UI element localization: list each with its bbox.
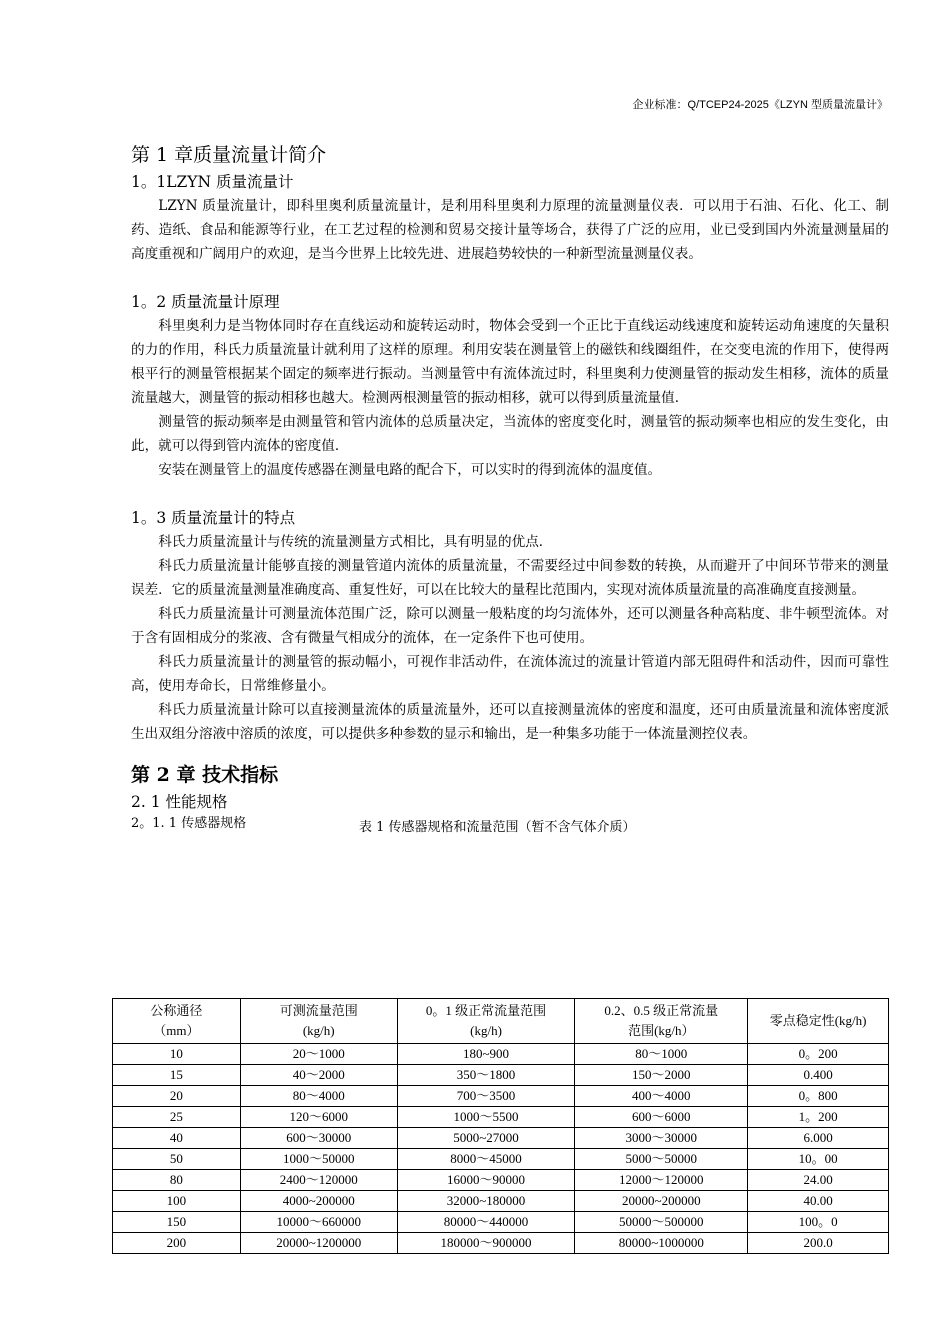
table-row <box>113 1086 889 1107</box>
table-cell: 700～3500 <box>397 1086 575 1107</box>
table-cell: 32000~180000 <box>397 1191 575 1212</box>
paragraph: 科氏力质量流量计与传统的流量测量方式相比，具有明显的优点． <box>158 534 553 550</box>
table-cell: 20～1000 <box>240 1044 397 1065</box>
table-cell: 100。0 <box>748 1212 889 1233</box>
table-cell: 80 <box>113 1170 241 1191</box>
paragraph: LZYN 质量流量计，即科里奥利质量流量计，是利用科里奥利力原理的流量测量仪表．可以用于石油、石化、化工、制药、造纸、食品和能源等行业，在工艺过程的检测和贸易交接计量等场合，获得了广泛的应用，业已受到国内外流量测量届的高度重视和广阔用户的欢迎，是当今世界上比较先进、进展趋势较快的一种新型流量测量仪表。 <box>131 198 889 262</box>
table-cell: 600～6000 <box>575 1107 748 1128</box>
table-cell: 40～2000 <box>240 1065 397 1086</box>
section-2-1-title: 2. 1 性能规格 <box>131 793 228 811</box>
table-row <box>113 1149 889 1170</box>
table-cell: 40.00 <box>748 1191 889 1212</box>
table-cell: 2400～120000 <box>240 1170 397 1191</box>
table-caption: 表 1 传感器规格和流量范围（暂不含气体介质） <box>359 820 636 835</box>
table-cell: 10 <box>113 1044 241 1065</box>
table-cell: 200.0 <box>748 1233 889 1254</box>
paragraph: 测量管的振动频率是由测量管和管内流体的总质量决定，当流体的密度变化时，测量管的振动频率也相应的发生变化，由此，就可以得到管内流体的密度值． <box>131 414 889 454</box>
table-cell: 15 <box>113 1065 241 1086</box>
table-cell: 16000～90000 <box>397 1170 575 1191</box>
table-cell: 600～30000 <box>240 1128 397 1149</box>
table-cell: 180000～900000 <box>397 1233 575 1254</box>
table-cell: 5000~27000 <box>397 1128 575 1149</box>
column-header: 0.2、0.5 级正常流量 范围(kg/h） <box>575 999 748 1044</box>
table-cell: 1000～50000 <box>240 1149 397 1170</box>
section-1-3-title: 1。3 质量流量计的特点 <box>131 509 296 527</box>
column-header: 零点稳定性(kg/h) <box>748 999 889 1044</box>
document-body <box>131 140 889 840</box>
table-cell: 4000~200000 <box>240 1191 397 1212</box>
table-cell: 1。200 <box>748 1107 889 1128</box>
page-header: 企业标准：Q/TCEP24-2025《LZYN 型质量流量计》 <box>632 99 888 111</box>
table-cell: 1000～5500 <box>397 1107 575 1128</box>
table-cell: 80～4000 <box>240 1086 397 1107</box>
sensor-spec-table <box>112 998 889 1254</box>
paragraph: 科氏力质量流量计能够直接的测量管道内流体的质量流量，不需要经过中间参数的转换，从而避开了中间环节带来的测量误差．它的质量流量测量准确度高、重复性好，可以在比较大的量程比范围内，实现对流体质量流量的高准确度直接测量。 <box>131 558 889 598</box>
section-1-1-title: 1。1LZYN 质量流量计 <box>131 173 294 191</box>
table-cell: 200 <box>113 1233 241 1254</box>
table-row <box>113 1065 889 1086</box>
section-2-1-1-title: 2。1. 1 传感器规格 <box>131 816 247 831</box>
table-cell: 50000～500000 <box>575 1212 748 1233</box>
table-cell: 12000～120000 <box>575 1170 748 1191</box>
table-cell: 0。200 <box>748 1044 889 1065</box>
table-cell: 20000~1200000 <box>240 1233 397 1254</box>
paragraph: 科里奥利力是当物体同时存在直线运动和旋转运动时，物体会受到一个正比于直线运动线速度和旋转运动角速度的矢量积的力的作用，科氏力质量流量计就利用了这样的原理。利用安装在测量管上的磁铁和线圈组件，在交变电流的作用下，使得两根平行的测量管根据某个固定的频率进行振动。当测量管中有流体流过时，科里奥利力使测量管的振动发生相移，流体的质量流量越大，测量管的振动相移也越大。检测两根测量管的振动相移，就可以得到质量流量值． <box>131 318 889 406</box>
table-cell: 0。800 <box>748 1086 889 1107</box>
section-1-2-title: 1。2 质量流量计原理 <box>131 293 280 311</box>
table-cell: 100 <box>113 1191 241 1212</box>
table-cell: 8000～45000 <box>397 1149 575 1170</box>
table-cell: 400～4000 <box>575 1086 748 1107</box>
table-cell: 10。00 <box>748 1149 889 1170</box>
paragraph: 科氏力质量流量计可测量流体范围广泛，除可以测量一般粘度的均匀流体外，还可以测量各种高粘度、非牛顿型流体。对于含有固相成分的浆液、含有微量气相成分的流体，在一定条件下也可使用。 <box>131 606 889 646</box>
table-row <box>113 1128 889 1149</box>
table-cell: 80000~1000000 <box>575 1233 748 1254</box>
table-cell: 120～6000 <box>240 1107 397 1128</box>
table-cell: 24.00 <box>748 1170 889 1191</box>
paragraph: 科氏力质量流量计除可以直接测量流体的质量流量外，还可以直接测量流体的密度和温度，还可由质量流量和流体密度派生出双组分溶液中溶质的浓度，可以提供多种参数的显示和输出，是一种集多功能于一体流量测控仪表。 <box>131 702 889 742</box>
table-cell: 0.400 <box>748 1065 889 1086</box>
table-row <box>113 1191 889 1212</box>
paragraph: 安装在测量管上的温度传感器在测量电路的配合下，可以实时的得到流体的温度值。 <box>158 462 662 478</box>
column-header: 公称通径 （mm） <box>113 999 241 1044</box>
chapter-1-title: 第 1 章质量流量计简介 <box>131 144 327 166</box>
table-row <box>113 1233 889 1254</box>
table-cell: 25 <box>113 1107 241 1128</box>
table-header-row <box>113 999 889 1044</box>
table-row <box>113 1212 889 1233</box>
table-cell: 180~900 <box>397 1044 575 1065</box>
paragraph: 科氏力质量流量计的测量管的振动幅小，可视作非活动件，在流体流过的流量计管道内部无阻碍件和活动件，因而可靠性高，使用寿命长，日常维修量小。 <box>131 654 889 694</box>
chapter-2-title: 第 2 章 技术指标 <box>131 764 279 786</box>
table-cell: 150 <box>113 1212 241 1233</box>
table-cell: 150～2000 <box>575 1065 748 1086</box>
table-cell: 20000~200000 <box>575 1191 748 1212</box>
table-cell: 20 <box>113 1086 241 1107</box>
table-cell: 10000～660000 <box>240 1212 397 1233</box>
table-cell: 350～1800 <box>397 1065 575 1086</box>
table-cell: 3000～30000 <box>575 1128 748 1149</box>
column-header: 0。1 级正常流量范围 (kg/h) <box>397 999 575 1044</box>
table-cell: 80～1000 <box>575 1044 748 1065</box>
table-row <box>113 1044 889 1065</box>
table-cell: 80000～440000 <box>397 1212 575 1233</box>
table-cell: 5000～50000 <box>575 1149 748 1170</box>
table-cell: 6.000 <box>748 1128 889 1149</box>
table-cell: 50 <box>113 1149 241 1170</box>
table-row <box>113 1170 889 1191</box>
table-cell: 40 <box>113 1128 241 1149</box>
table-row <box>113 1107 889 1128</box>
column-header: 可测流量范围 (kg/h) <box>240 999 397 1044</box>
